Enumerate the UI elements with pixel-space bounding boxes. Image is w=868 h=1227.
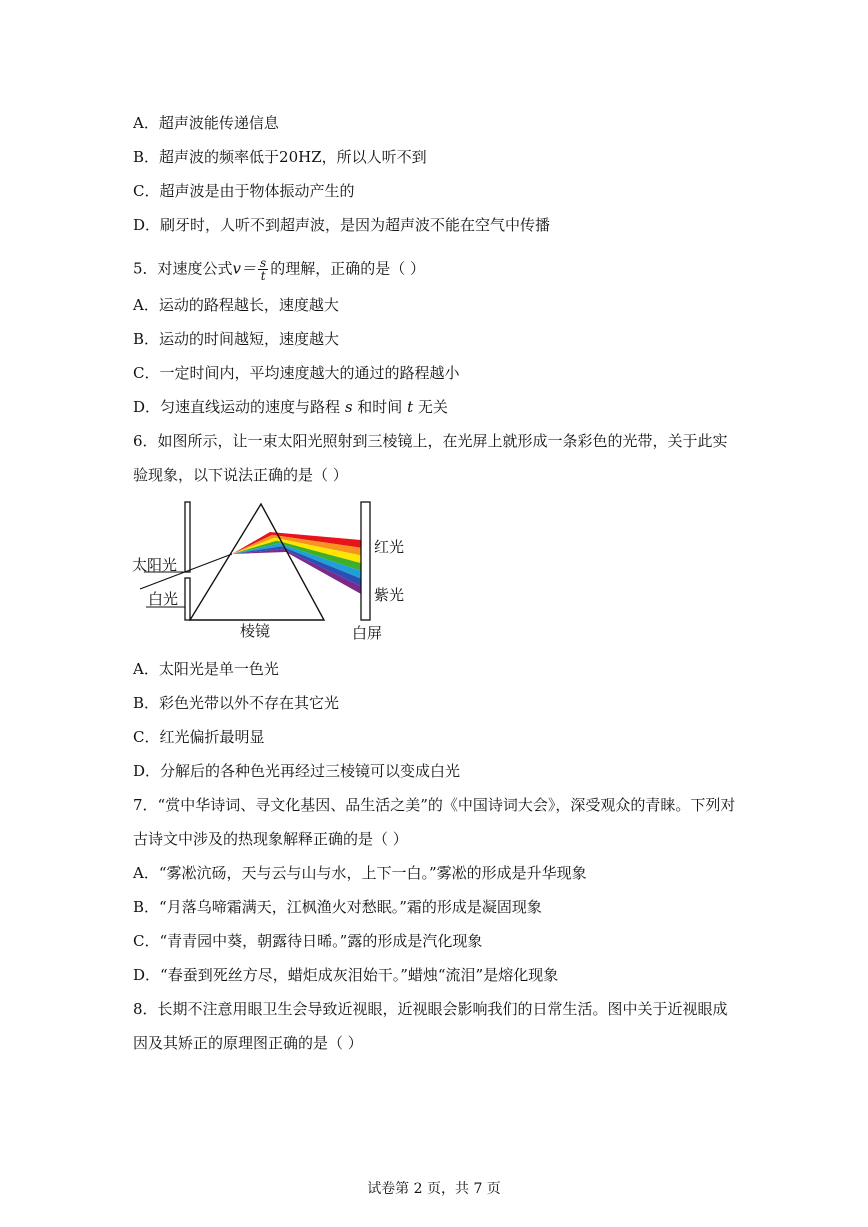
label-red-light: 红光 <box>374 538 405 556</box>
q5-stem-suffix: 的理解，正确的是（ ） <box>270 259 425 278</box>
q6-option-d: D．分解后的各种色光再经过三棱镜可以变成白光 <box>133 762 461 780</box>
q4-option-d: D．刷牙时，人听不到超声波，是因为超声波不能在空气中传播 <box>133 216 551 234</box>
label-white-light: 白光 <box>148 590 179 608</box>
q6-option-a: A．太阳光是单一色光 <box>133 660 279 678</box>
q6-stem-line2: 验现象，以下说法正确的是（ ） <box>133 466 348 484</box>
q5-formula-numerator: s <box>260 256 267 270</box>
q5-stem-prefix: 5．对速度公式 <box>133 259 233 278</box>
page-footer: 试卷第 2 页，共 7 页 <box>367 1181 501 1197</box>
slit-plate-lower <box>185 578 190 620</box>
slit-plate-upper <box>185 502 190 572</box>
label-sunlight: 太阳光 <box>132 556 178 574</box>
q7-option-c: C．“青青园中葵，朝露待日晞。”露的形成是汽化现象 <box>133 932 483 950</box>
q5-option-b: B．运动的时间越短，速度越大 <box>133 330 340 348</box>
prism-dispersion-figure <box>130 496 410 646</box>
q4-option-a: A．超声波能传递信息 <box>133 114 279 132</box>
spectrum-band <box>232 532 361 594</box>
label-violet-light: 紫光 <box>374 586 405 604</box>
q7-option-d: D．“春蚕到死丝方尽，蜡炬成灰泪始干。”蜡烛“流泪”是熔化现象 <box>133 966 559 984</box>
q8-stem-line1: 8．长期不注意用眼卫生会导致近视眼，近视眼会影响我们的日常生活。图中关于近视眼成 <box>133 1000 728 1018</box>
q5-stem <box>133 257 425 282</box>
q5-formula-denominator: t <box>260 269 266 283</box>
q5-option-d <box>133 397 448 417</box>
q5-option-d-part1: D．匀速直线运动的速度与路程 <box>133 398 341 416</box>
q5-formula-lhs: v＝ <box>232 259 257 278</box>
label-prism: 棱镜 <box>240 622 271 640</box>
q5-option-d-t: t <box>407 398 414 416</box>
q6-option-b: B．彩色光带以外不存在其它光 <box>133 694 340 712</box>
q5-formula-fraction <box>258 257 268 282</box>
white-screen <box>361 502 370 620</box>
q7-option-a: A．“雾凇沆砀，天与云与山与水，上下一白。”雾凇的形成是升华现象 <box>133 864 587 882</box>
q4-option-b: B．超声波的频率低于20HZ，所以人听不到 <box>133 148 427 166</box>
q5-option-a: A．运动的路程越长，速度越大 <box>133 296 339 314</box>
q7-stem-line1: 7．“赏中华诗词、寻文化基因、品生活之美”的《中国诗词大会》，深受观众的青睐。下列对 <box>133 796 736 814</box>
q6-stem-line1: 6．如图所示，让一束太阳光照射到三棱镜上，在光屏上就形成一条彩色的光带，关于此实 <box>133 432 728 450</box>
q8-stem-line2: 因及其矫正的原理图正确的是（ ） <box>133 1034 363 1052</box>
q6-option-c: C．红光偏折最明显 <box>133 728 265 746</box>
label-white-screen: 白屏 <box>352 624 383 642</box>
q5-option-c: C．一定时间内，平均速度越大的通过的路程越小 <box>133 364 460 382</box>
q7-stem-line2: 古诗文中涉及的热现象解释正确的是（ ） <box>133 830 408 848</box>
q5-option-d-part3: 无关 <box>417 398 448 416</box>
q5-option-d-part2: 和时间 <box>357 398 403 416</box>
q7-option-b: B．“月落乌啼霜满天，江枫渔火对愁眠。”霜的形成是凝固现象 <box>133 898 542 916</box>
q4-option-c: C．超声波是由于物体振动产生的 <box>133 182 355 200</box>
q5-option-d-s: s <box>344 398 353 416</box>
